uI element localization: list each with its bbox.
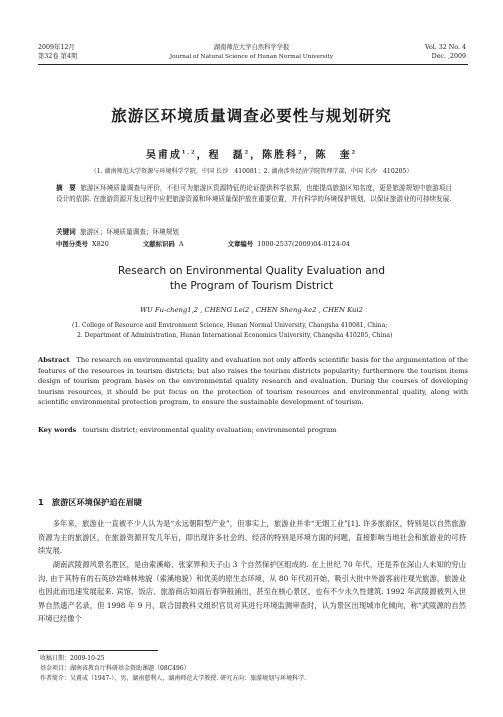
affiliation-cn: （1. 湖南师范大学资源与环境科学学院，中国 长沙 410081；2. 湖南涉外经济学院管理学部，中国 长沙 410205） — [90, 168, 413, 175]
art-label: 文章编号 — [227, 240, 254, 248]
paper-title-en-line1: Research on Environmental Quality Evaluation and — [117, 265, 385, 277]
keywords-en — [38, 425, 468, 436]
author-3-sup: 2 — [298, 149, 304, 156]
doc-value: A — [178, 240, 184, 248]
author-3: ，陈胜科 — [250, 150, 299, 161]
affiliation-en-2: 2. Department of Administration, Hunan International Economics University, Changsha 410205, China) — [77, 332, 393, 339]
paper-title-en-line2: the Program of Tourism District — [169, 280, 334, 292]
keywords-en-label: Key words — [38, 426, 77, 434]
affiliation-en-1: (1. College of Resource and Environment Science, Hunan Normal University, Changsha 410081, China; — [72, 322, 388, 329]
header-date: 2009年12月 — [38, 44, 75, 51]
abstract-en — [38, 355, 468, 408]
author-1: 吴甫成 — [145, 150, 182, 161]
author-1-sup: 1,2 — [181, 149, 197, 156]
doc-label: 文献标识码 — [142, 240, 175, 248]
author-4-sup: 2 — [351, 149, 358, 156]
author-4: ，陈 奎 — [303, 150, 352, 161]
header-vol-no: Vol. 32 No. 4 — [425, 44, 466, 51]
abstract-en-text: The research on environmental quality and evaluation not only affords scientific basis for the argumentation of the features of the resources in tourism districts; but also raises the tourism districts popularity; furthermore the tourism items design of tourism program bases on the environmental quality research and evaluation. During the courses of developing tourism resources, it should be put focus on the protection of tourism resources and environmental quality, along with scientific environmental protection program, to ensure the sustainable development of tourism. — [38, 356, 468, 407]
authors-cn — [0, 146, 503, 161]
clc-label: 中图分类号 — [56, 240, 88, 248]
header-rule — [38, 64, 468, 65]
abstract-cn-text: 旅游区环境质量调查与评价，不但可为旅游区资源特征的论证提供科学依据，也能提高旅游区知名度，更是旅游规划中旅游项目设计的依据. 在旅游资源开发过程中应把旅游资源和环境质量保护放在重要位置，并有科学的环境保护规划，以保证旅游业的可持续发展. — [56, 184, 453, 203]
footnote-received: 收稿日期：2009-10-25 — [40, 655, 105, 662]
abstract-en-label: Abstract — [38, 356, 70, 364]
author-2: ，程 磊 — [196, 150, 245, 161]
body-paragraph-1: 多年来，旅游业一直被不少人认为是“永远朝阳型产业”，但事实上，旅游业并非“无烟工业”[1]. 许多旅游区，特别是以自然旅游资源为主的旅游区，在旅游资源开发几年后，即出现许多社会的、经济的特别是环境方面的问题，直接影响当地社会和旅游业的可持续发展. — [38, 519, 466, 556]
art-value: 1000-2537(2009)04-0124-04 — [257, 240, 351, 248]
keywords-cn-label: 关键词 — [56, 228, 76, 236]
classification-line — [56, 239, 452, 249]
keywords-en-text: tourism district; environmental quality evaluation; environmental program — [82, 426, 337, 434]
section-1-heading: 1 旅游区环境保护迫在眉睫 — [38, 497, 142, 507]
keywords-cn — [56, 227, 452, 238]
header-journal-en: Journal of Natural Science of Hunan Normal University — [169, 54, 334, 60]
header-journal-cn: 湖南师范大学自然科学学报 — [213, 44, 290, 51]
abstract-cn — [56, 183, 452, 205]
footnote-rule — [38, 650, 158, 651]
header-volume: 第32卷 第4期 — [38, 53, 78, 60]
footnote-fund: 基金项目：湖南省教育厅科研基金资助课题（08C496） — [40, 665, 190, 672]
footnote-author: 作者简介：吴甫成（1947-），男，湖南慈利人，湖南师范大学教授. 研究方向：旅游规划与环境科学. — [40, 675, 307, 682]
body-paragraph-2: 湖南武陵源风景名胜区，是由索溪峪、张家界和天子山 3 个自然保护区组成的. 在上世纪 70 年代，还是养在深山人未知的穷山沟. 由于其特有的石英砂岩峰林地貌（索溪地貌）和优美的原生态环境，从 80 年代初开始，吸引大批中外游客前往观光旅游，旅游业也因此而迅速发展起来. 宾馆、饭店、旅游商店如雨后春笋般涌出，甚至在核心景区，也有不少永久性建筑. 1992 年武陵源被列入世界自然遗产名录，但 1998 年 9 月，联合国教科文组织官员对其进行环境监测审查时，认为景区出现城市化倾向，称“武陵源的自然环境已经像个 — [38, 560, 466, 624]
clc-value: X820 — [92, 240, 109, 248]
author-2-sup: 2 — [244, 149, 251, 156]
abstract-cn-label: 摘 要 — [56, 184, 76, 192]
paper-title-cn: 旅游区环境质量调查必要性与规划研究 — [111, 106, 392, 125]
keywords-cn-text: 旅游区；环境质量调查；环境规划 — [79, 228, 179, 236]
header-month: Dec. ,2009 — [431, 53, 466, 60]
authors-en: WU Fu-cheng1,2 , CHENG Lei2 , CHEN Sheng-ke2 , CHEN Kui2 — [140, 306, 363, 314]
